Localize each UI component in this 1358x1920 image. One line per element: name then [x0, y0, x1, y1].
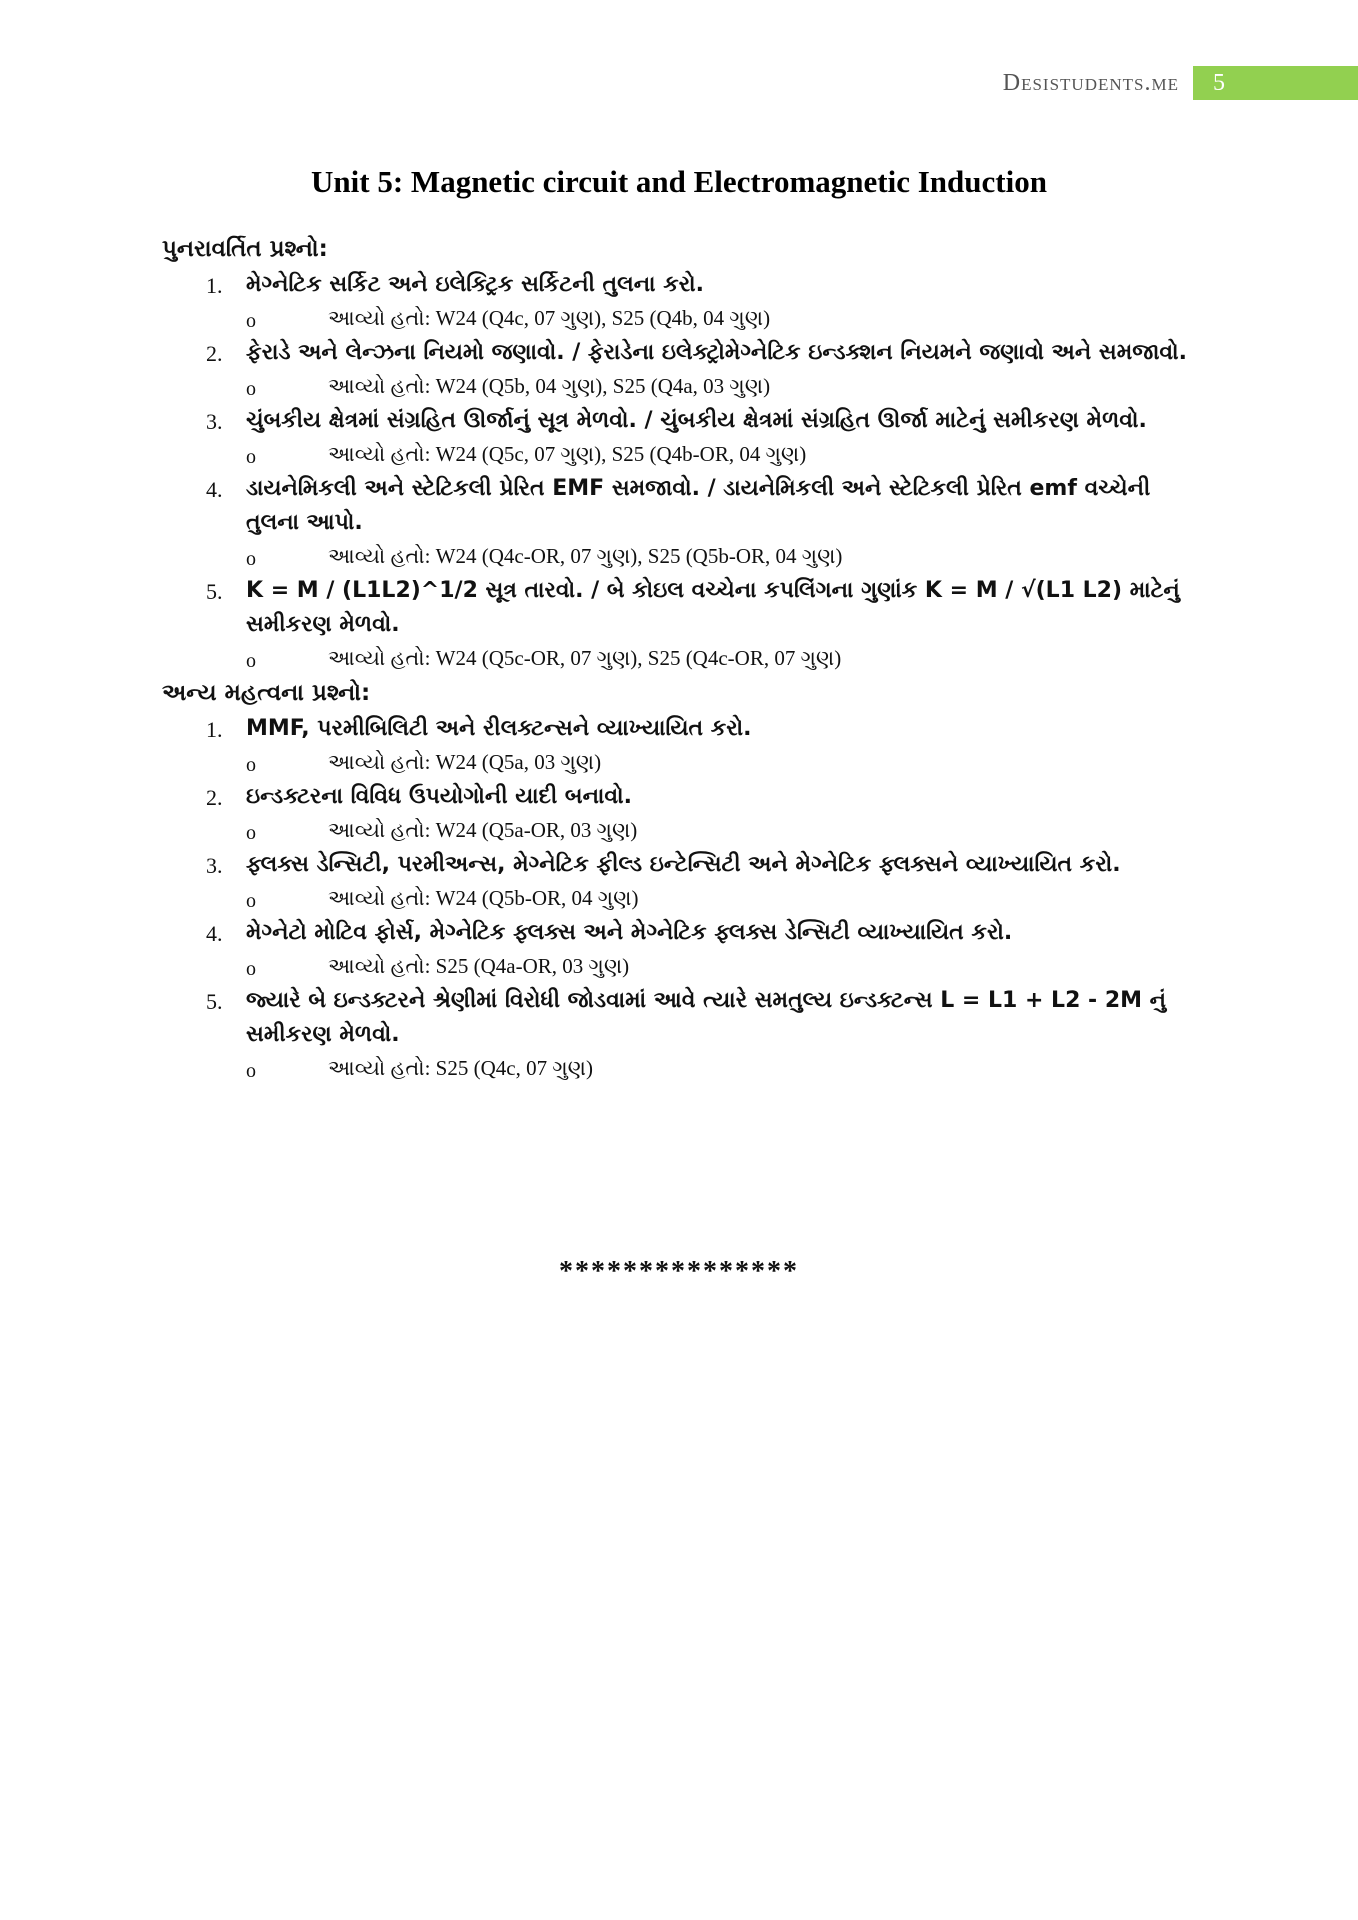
section-heading: પુનરાવર્તિત પ્રશ્નો: — [162, 236, 328, 262]
question-reference — [246, 950, 1202, 982]
reference-text: આવ્યો હતો: W24 (Q4c, 07 ગુણ), S25 (Q4b, 04 ગુણ) — [328, 306, 771, 330]
question-text: ફ્લક્સ ડેન્સિટી, પરમીઅન્સ, મેગ્નેટિક ફીલ્ડ ઇન્ટેન્સિટી અને મેગ્નેટિક ફ્લક્સને વ્યાખ્યાયિત કરો. — [246, 852, 1121, 877]
reference-text: આવ્યો હતો: S25 (Q4c, 07 ગુણ) — [328, 1056, 593, 1080]
question-reference — [246, 882, 1202, 914]
question-item — [162, 848, 1202, 914]
question-reference — [246, 370, 1202, 402]
question-item — [162, 404, 1202, 470]
bullet: o — [246, 650, 256, 672]
question-number: 4. — [206, 921, 223, 946]
section-repeated-questions — [162, 232, 1202, 674]
question-item — [162, 574, 1202, 674]
reference-text: આવ્યો હતો: W24 (Q5b-OR, 04 ગુણ) — [328, 886, 639, 910]
question-reference — [246, 746, 1202, 778]
bullet: o — [246, 1060, 256, 1082]
question-item — [162, 984, 1202, 1084]
question-item — [162, 336, 1202, 402]
reference-text: આવ્યો હતો: W24 (Q5a, 03 ગુણ) — [328, 750, 602, 774]
question-text: જ્યારે બે ઇન્ડક્ટરને શ્રેણીમાં વિરોધી જોડવામાં આવે ત્યારે સમતુલ્ય ઇન્ડક્ટન્સ L = L1 + L2 - 2M નું સમીકરણ મેળવો. — [246, 988, 1167, 1047]
question-list — [162, 712, 1202, 1084]
bullet: o — [246, 548, 256, 570]
question-number: 5. — [206, 989, 223, 1014]
section-other-important-questions — [162, 676, 1202, 1084]
question-number: 4. — [206, 477, 223, 502]
question-number: 3. — [206, 409, 223, 434]
reference-text: આવ્યો હતો: W24 (Q5b, 04 ગુણ), S25 (Q4a, 03 ગુણ) — [328, 374, 771, 398]
bullet: o — [246, 446, 256, 468]
question-item — [162, 268, 1202, 334]
question-content — [162, 232, 1202, 1086]
question-text: ફેરાડે અને લેન્ઝના નિયમો જણાવો. / ફેરાડેના ઇલેક્ટ્રોમેગ્નેટિક ઇન્ડક્શન નિયમને જણાવો અને સમજાવો. — [246, 340, 1187, 365]
end-marker: *************** — [559, 1256, 799, 1287]
bullet: o — [246, 890, 256, 912]
reference-text: આવ્યો હતો: W24 (Q4c-OR, 07 ગુણ), S25 (Q5b-OR, 04 ગુણ) — [328, 544, 843, 568]
question-item — [162, 472, 1202, 572]
question-reference — [246, 642, 1202, 674]
question-text: MMF, પરમીબિલિટી અને રીલક્ટન્સને વ્યાખ્યાયિત કરો. — [246, 716, 752, 741]
question-number: 3. — [206, 853, 223, 878]
reference-text: આવ્યો હતો: W24 (Q5c, 07 ગુણ), S25 (Q4b-OR, 04 ગુણ) — [328, 442, 807, 466]
question-reference — [246, 302, 1202, 334]
bullet: o — [246, 310, 256, 332]
question-text: ચુંબકીય ક્ષેત્રમાં સંગ્રહિત ઊર્જાનું સૂત્ર મેળવો. / ચુંબકીય ક્ષેત્રમાં સંગ્રહિત ઊર્જા માટેનું સમીકરણ મેળવો. — [246, 408, 1147, 433]
section-heading: અન્ય મહત્વના પ્રશ્નો: — [162, 680, 371, 706]
question-list — [162, 268, 1202, 674]
bullet: o — [246, 378, 256, 400]
site-name: Desistudents.me — [1002, 69, 1179, 96]
page-number: 5 — [1193, 66, 1358, 100]
question-text: ઇન્ડક્ટરના વિવિધ ઉપયોગોની યાદી બનાવો. — [246, 784, 632, 809]
bullet: o — [246, 754, 256, 776]
question-reference — [246, 540, 1202, 572]
reference-text: આવ્યો હતો: W24 (Q5a-OR, 03 ગુણ) — [328, 818, 638, 842]
question-number: 2. — [206, 341, 223, 366]
question-text: મેગ્નેટો મોટિવ ફોર્સ, મેગ્નેટિક ફ્લક્સ અને મેગ્નેટિક ફ્લક્સ ડેન્સિટી વ્યાખ્યાયિત કરો. — [246, 920, 1013, 945]
question-text: K = M / (L1L2)^1/2 સૂત્ર તારવો. / બે કોઇલ વચ્ચેના કપલિંગના ગુણાંક K = M / √(L1 L2) માટેનું સમીકરણ મેળવો. — [246, 578, 1180, 637]
reference-text: આવ્યો હતો: W24 (Q5c-OR, 07 ગુણ), S25 (Q4c-OR, 07 ગુણ) — [328, 646, 842, 670]
question-number: 1. — [206, 717, 223, 742]
question-text: ડાયનેમિકલી અને સ્ટેટિકલી પ્રેરિત EMF સમજાવો. / ડાયનેમિકલી અને સ્ટેટિકલી પ્રેરિત emf વચ્ચેની તુલના આપો. — [246, 476, 1151, 535]
question-reference — [246, 1052, 1202, 1084]
question-item — [162, 916, 1202, 982]
question-reference — [246, 438, 1202, 470]
reference-text: આવ્યો હતો: S25 (Q4a-OR, 03 ગુણ) — [328, 954, 630, 978]
bullet: o — [246, 958, 256, 980]
bullet: o — [246, 822, 256, 844]
question-item — [162, 712, 1202, 778]
question-number: 5. — [206, 579, 223, 604]
page-header — [1003, 66, 1358, 100]
question-reference — [246, 814, 1202, 846]
question-text: મેગ્નેટિક સર્કિટ અને ઇલેક્ટ્રિક સર્કિટની તુલના કરો. — [246, 272, 704, 297]
question-item — [162, 780, 1202, 846]
question-number: 1. — [206, 273, 223, 298]
question-number: 2. — [206, 785, 223, 810]
page-title: Unit 5: Magnetic circuit and Electromagnetic Induction — [311, 164, 1047, 199]
